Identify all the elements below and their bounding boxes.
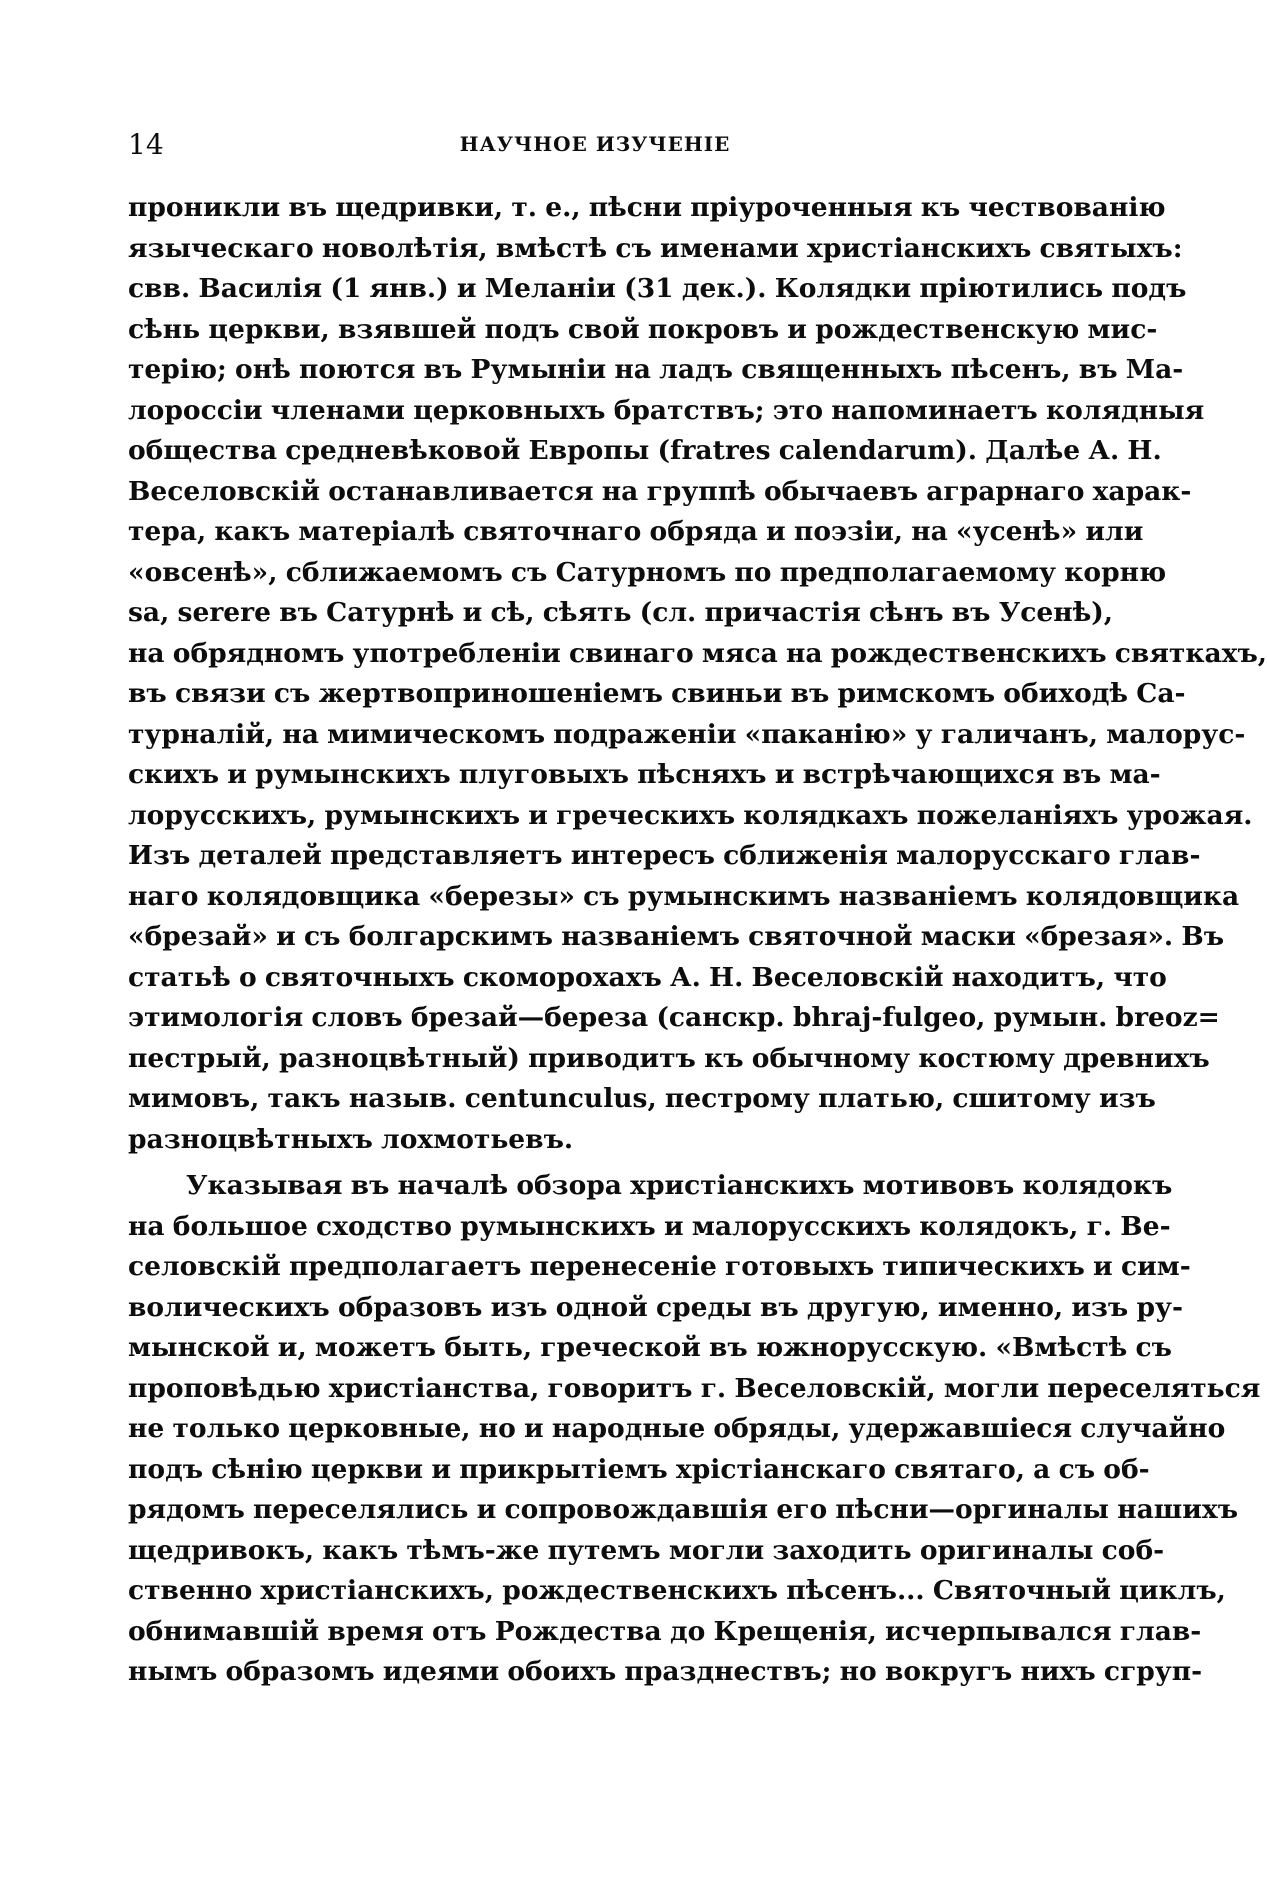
text-line: селовскій предполагаетъ перенесеніе готовыхъ типическихъ и сим- [128, 1251, 1191, 1282]
text-line: щедривокъ, какъ тѣмъ-же путемъ могли заходить оригиналы соб- [128, 1534, 1165, 1566]
text-line: проповѣдью христіанства, говоритъ г. Веселовскій, могли переселяться [128, 1372, 1261, 1404]
body-text [128, 188, 1267, 1693]
text-line: разноцвѣтныхъ лохмотьевъ. [128, 1123, 574, 1155]
paragraph-2 [128, 1166, 1261, 1693]
text-line: пестрый, разноцвѣтный) приводитъ къ обычному костюму древнихъ [128, 1042, 1210, 1074]
text-line: статьѣ о святочныхъ скоморохахъ А. Н. Веселовскій находитъ, что [128, 961, 1167, 993]
text-line: обнимавшій время отъ Рождества до Крещенія, исчерпывался глав- [128, 1615, 1202, 1647]
text-line: sa, serere въ Сатурнѣ и сѣ, сѣять (сл. причастія сѣнъ въ Усенѣ), [128, 597, 1114, 628]
text-line: волическихъ образовъ изъ одной среды въ другую, именно, изъ ру- [128, 1291, 1183, 1323]
text-line: Веселовскій останавливается на группѣ обычаевъ аграрнаго харак- [128, 475, 1192, 507]
text-line: Изъ деталей представляетъ интересъ сближенія малорусскаго глав- [128, 840, 1201, 871]
text-line: языческаго новолѣтія, вмѣстѣ съ именами христіанскихъ святыхъ: [128, 232, 1183, 264]
text-line: общества средневѣковой Европы (fratres calendarum). Далѣе А. Н. [128, 435, 1162, 466]
text-line: проникли въ щедривки, т. е., пѣсни пріуроченныя къ чествованію [128, 192, 1166, 223]
text-line: Указывая въ началѣ обзора христіанскихъ мотивовъ колядокъ [186, 1170, 1173, 1201]
text-line: наго колядовщика «березы» съ румынскимъ названіемъ колядовщика [128, 880, 1240, 912]
text-line: «брезай» и съ болгарскимъ названіемъ святочной маски «брезая». Въ [128, 921, 1225, 952]
text-line: не только церковные, но и народные обряды, удержавшіеся случайно [128, 1413, 1226, 1444]
text-line: ственно христіанскихъ, рождественскихъ пѣсенъ... Святочный циклъ, [128, 1575, 1226, 1606]
paragraph-1 [128, 188, 1267, 1160]
page-header [128, 128, 1062, 168]
text-line: мынской и, можетъ быть, греческой въ южнорусскую. «Вмѣстѣ съ [128, 1332, 1172, 1363]
text-line: нымъ образомъ идеями обоихъ празднествъ; но вокругъ нихъ сгруп- [128, 1656, 1203, 1687]
text-line: терію; онѣ поются въ Румыніи на ладъ священныхъ пѣсенъ, въ Ма- [128, 354, 1184, 385]
text-line: рядомъ переселялись и сопровождавшія его пѣсни—оргиналы нашихъ [128, 1494, 1239, 1525]
text-line: сѣнь церкви, взявшей подъ свой покровъ и рождественскую мис- [128, 313, 1158, 345]
running-title: НАУЧНОЕ ИЗУЧЕНІЕ [459, 132, 731, 156]
text-line: турналій, на мимическомъ подраженіи «паканію» у галичанъ, малорус- [128, 718, 1246, 750]
text-line: скихъ и румынскихъ плуговыхъ пѣсняхъ и встрѣчающихся въ ма- [128, 759, 1161, 790]
text-line: «овсенѣ», сближаемомъ съ Сатурномъ по предполагаемому корню [128, 556, 1167, 588]
text-line: лорусскихъ, румынскихъ и греческихъ колядкахъ пожеланіяхъ урожая. [128, 799, 1253, 831]
text-line: мимовъ, такъ назыв. centunculus, пестрому платью, сшитому изъ [128, 1083, 1156, 1114]
text-line: этимологія словъ брезай—береза (санскр. bhraj-fulgeo, румын. breoz= [128, 1002, 1220, 1033]
text-line: на обрядномъ употребленіи свинаго мяса на рождественскихъ святкахъ, [128, 637, 1267, 669]
text-line: на большое сходство румынскихъ и малорусскихъ колядокъ, г. Ве- [128, 1210, 1171, 1242]
page-number: 14 [128, 128, 164, 161]
text-line: свв. Василія (1 янв.) и Меланіи (31 дек.). Колядки пріютились подъ [128, 273, 1187, 304]
text-line: подъ сѣнію церкви и прикрытіемъ хрістіанскаго святаго, а съ об- [128, 1453, 1150, 1485]
text-line: лороссіи членами церковныхъ братствъ; это напоминаетъ колядныя [128, 394, 1205, 426]
text-line: тера, какъ матеріалѣ святочнаго обряда и поэзіи, на «усенѣ» или [128, 516, 1144, 547]
text-line: въ связи съ жертвоприношеніемъ свиньи въ римскомъ обиходѣ Са- [128, 678, 1186, 709]
